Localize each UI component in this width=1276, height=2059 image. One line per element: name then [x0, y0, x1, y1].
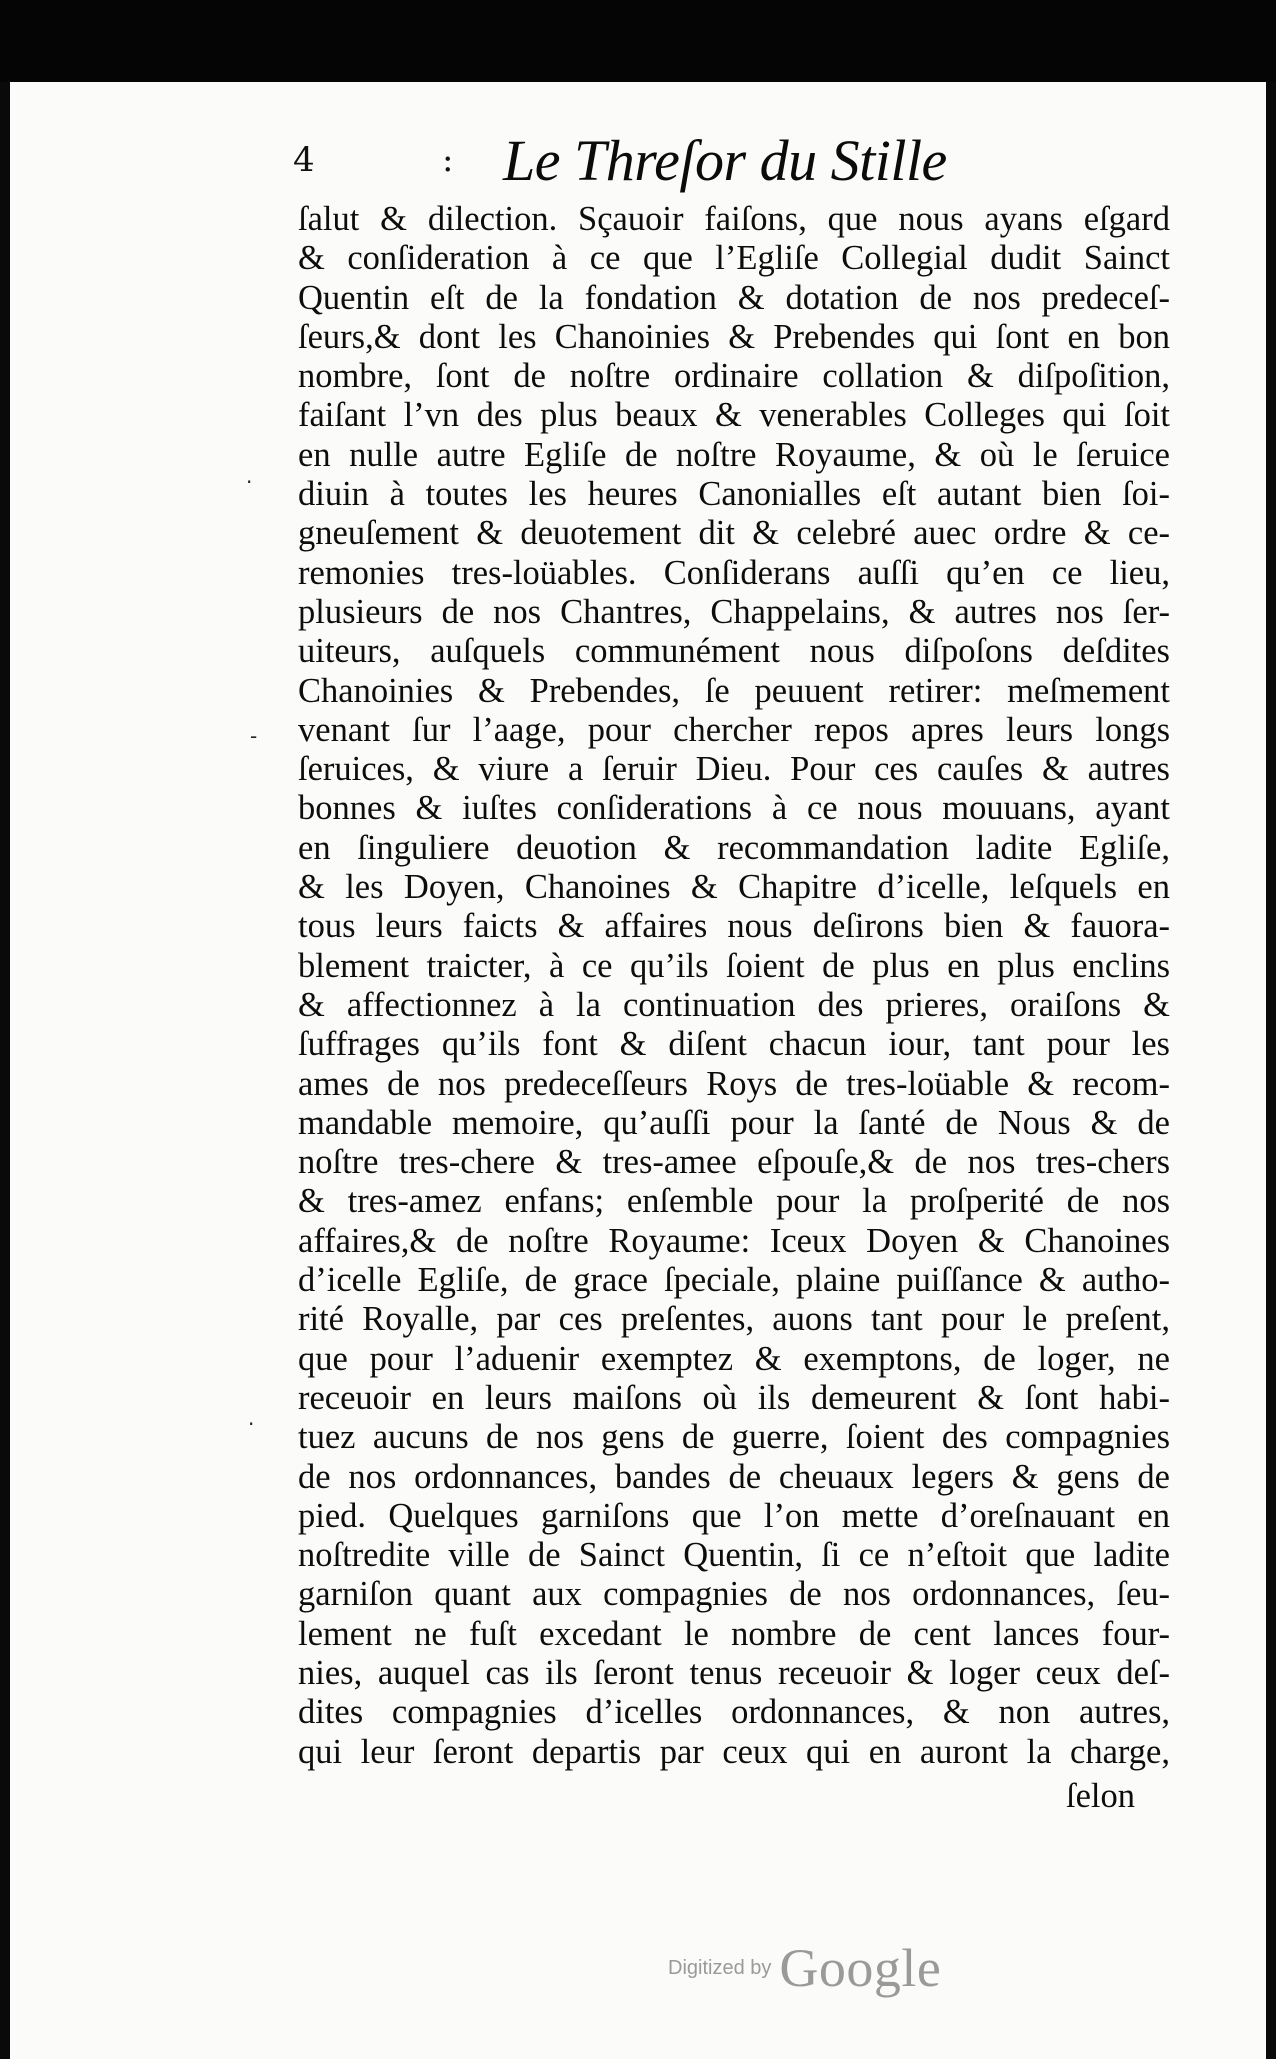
- catchword: ſelon: [1066, 1777, 1135, 1815]
- text-line: rité Royalle, par ces preſentes, auons tant pour le preſent,: [298, 1300, 1170, 1339]
- text-line: venant ſur l’aage, pour chercher repos apres leurs longs: [298, 710, 1170, 749]
- text-line: Quentin eſt de la fondation & dotation de nos predeceſ-: [298, 278, 1170, 317]
- text-line: receuoir en leurs maiſons où ils demeurent & ſont habi-: [298, 1378, 1170, 1417]
- text-line: nies, auquel cas ils ſeront tenus receuoir & loger ceux deſ-: [298, 1653, 1170, 1692]
- text-line: d’icelle Egliſe, de grace ſpeciale, plaine puiſſance & autho-: [298, 1261, 1170, 1300]
- text-line: en nulle autre Egliſe de noſtre Royaume, & où le ſeruice: [298, 435, 1170, 474]
- margin-mark: ·: [246, 470, 253, 494]
- text-line: tous leurs faicts & affaires nous deſirons bien & fauora-: [298, 907, 1170, 946]
- text-line: ſeruices, & viure a ſeruir Dieu. Pour ces cauſes & autres: [298, 750, 1170, 789]
- text-line: nombre, ſont de noſtre ordinaire collation & diſpoſition,: [298, 357, 1170, 396]
- text-line: faiſant l’vn des plus beaux & venerables Colleges qui ſoit: [298, 396, 1170, 435]
- body-text: [298, 200, 1170, 1772]
- watermark-prefix: Digitized by: [668, 1956, 772, 1979]
- text-line: dites compagnies d’icelles ordonnances, & non autres,: [298, 1693, 1170, 1732]
- text-line: remonies tres-loüables. Conſiderans auſſi qu’en ce lieu,: [298, 553, 1170, 592]
- text-line: Chanoinies & Prebendes, ſe peuuent retirer: meſmement: [298, 671, 1170, 710]
- text-line: noſtredite ville de Sainct Quentin, ſi ce n’eſtoit que ladite: [298, 1536, 1170, 1575]
- page-number: 4: [293, 140, 315, 180]
- digitized-by-google-watermark: [668, 1937, 941, 1999]
- text-line: & conſideration à ce que l’Egliſe Collegial dudit Sainct: [298, 239, 1170, 278]
- text-line: qui leur ſeront departis par ceux qui en auront la charge,: [298, 1732, 1170, 1771]
- text-line: ſeurs,& dont les Chanoinies & Prebendes qui ſont en bon: [298, 317, 1170, 356]
- text-line: de nos ordonnances, bandes de cheuaux legers & gens de: [298, 1457, 1170, 1496]
- text-line: blement traicter, à ce qu’ils ſoient de plus en plus enclins: [298, 946, 1170, 985]
- text-line: lement ne fuſt excedant le nombre de cent lances four-: [298, 1614, 1170, 1653]
- text-line: en ſinguliere deuotion & recommandation ladite Egliſe,: [298, 828, 1170, 867]
- text-line: garniſon quant aux compagnies de nos ordonnances, ſeu-: [298, 1575, 1170, 1614]
- text-line: ſuffrages qu’ils font & diſent chacun iour, tant pour les: [298, 1025, 1170, 1064]
- text-line: uiteurs, auſquels communément nous diſpoſons deſdites: [298, 632, 1170, 671]
- text-line: noſtre tres-chere & tres-amee eſpouſe,& de nos tres-chers: [298, 1143, 1170, 1182]
- text-line: & les Doyen, Chanoines & Chapitre d’icelle, leſquels en: [298, 868, 1170, 907]
- margin-mark: ·: [248, 1412, 255, 1436]
- text-line: gneuſement & deuotement dit & celebré auec ordre & ce-: [298, 514, 1170, 553]
- text-line: mandable memoire, qu’auſſi pour la ſanté de Nous & de: [298, 1103, 1170, 1142]
- margin-mark: -: [250, 724, 258, 748]
- book-page: [10, 82, 1266, 2059]
- text-line: bonnes & iuſtes conſiderations à ce nous mouuans, ayant: [298, 789, 1170, 828]
- text-line: & tres-amez enfans; enſemble pour la proſperité de nos: [298, 1182, 1170, 1221]
- text-line: tuez aucuns de nos gens de guerre, ſoient des compagnies: [298, 1418, 1170, 1457]
- text-line: affaires,& de noſtre Royaume: Iceux Doyen & Chanoines: [298, 1221, 1170, 1260]
- text-line: diuin à toutes les heures Canonialles eſt autant bien ſoi-: [298, 475, 1170, 514]
- text-line: ſalut & dilection. Sçauoir faiſons, que nous ayans eſgard: [298, 200, 1170, 238]
- text-line: que pour l’aduenir exemptez & exemptons, de loger, ne: [298, 1339, 1170, 1378]
- text-line: plusieurs de nos Chantres, Chappelains, & autres nos ſer-: [298, 592, 1170, 631]
- text-line: & affectionnez à la continuation des prieres, oraiſons &: [298, 985, 1170, 1024]
- google-logo: Google: [779, 1938, 942, 1998]
- text-line: ames de nos predeceſſeurs Roys de tres-loüable & recom-: [298, 1064, 1170, 1103]
- header-ornament: :: [442, 140, 454, 180]
- running-title: Le Threſor du Stille: [503, 128, 947, 193]
- scan-top-border: [0, 0, 1276, 82]
- text-line: pied. Quelques garniſons que l’on mette d’oreſnauant en: [298, 1496, 1170, 1535]
